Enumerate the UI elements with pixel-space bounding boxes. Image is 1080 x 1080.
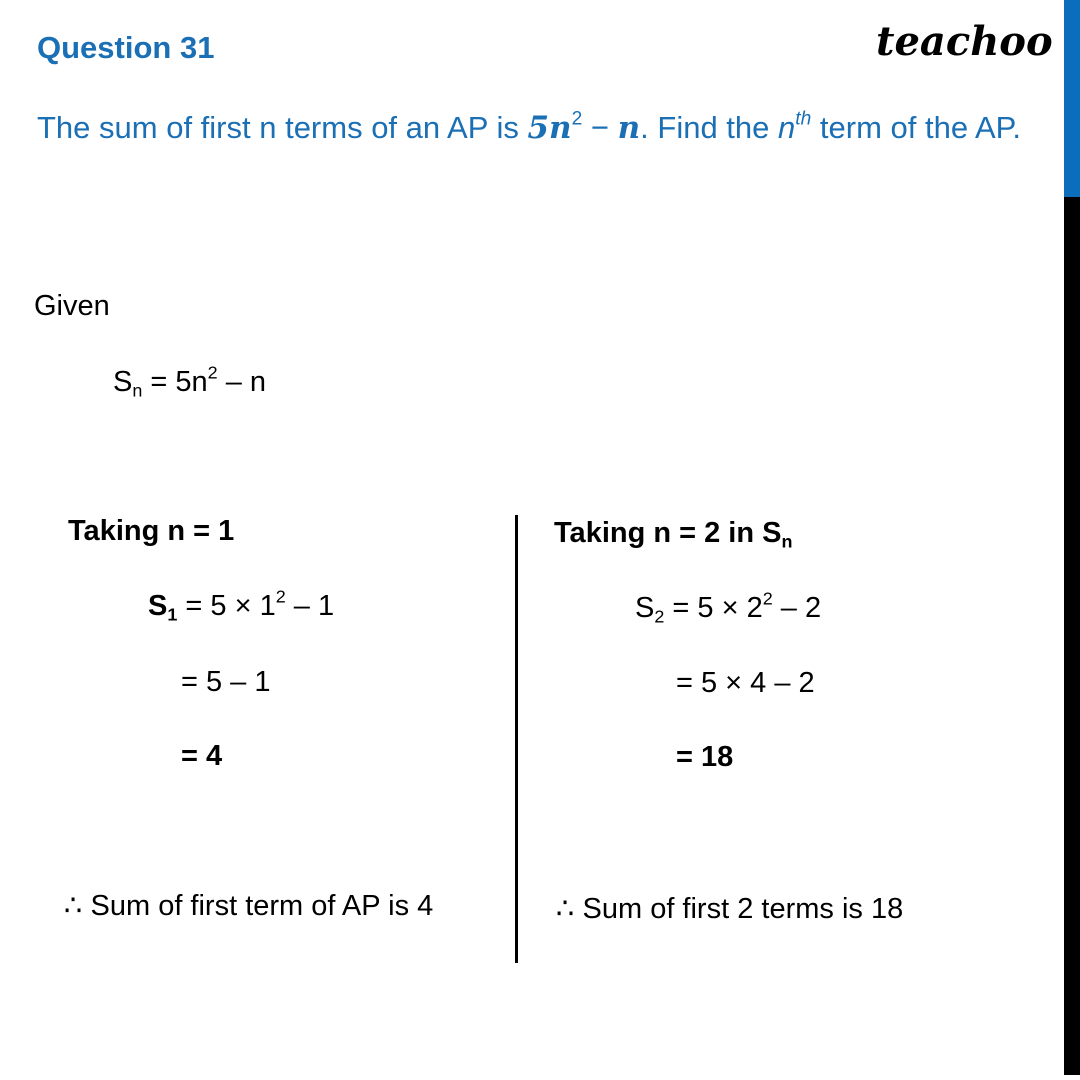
question-text [37,98,1047,158]
left-heading: Taking n = 1 [68,515,235,547]
s2-eq: = 5 × 2 [664,592,763,624]
s1-sub: 1 [167,604,178,625]
right-s2-line [635,588,822,627]
left-s1-line [148,586,335,625]
right-heading [554,517,792,550]
side-accent-bar [1064,0,1080,197]
s1-lhs: S [148,590,168,622]
expr-coef: 5 [527,110,550,146]
sn-rest: – n [217,366,267,398]
column-divider [515,515,518,963]
s1-rest: – 1 [285,590,335,622]
given-formula [113,362,267,401]
sn-eq: = 5n [142,366,208,398]
right-step2: = 5 × 4 – 2 [676,667,815,699]
s2-sub: 2 [654,606,665,627]
expr-var: n [549,110,572,146]
sn-sub: n [132,380,143,401]
given-label: Given [34,290,110,322]
teachoo-logo: teachoo [876,18,1053,65]
nth-sup: th [795,108,812,130]
s1-exp: 2 [275,586,286,607]
s1-eq: = 5 × 1 [177,590,276,622]
left-conclusion: ∴ Sum of first term of AP is 4 [64,890,434,922]
right-result: = 18 [676,741,734,773]
question-part2: . Find the [640,110,779,145]
right-heading-sub: n [781,531,793,552]
sn-exp: 2 [207,362,218,383]
right-conclusion: ∴ Sum of first 2 terms is 18 [556,893,904,925]
side-dark-bar [1064,197,1080,1075]
question-part1: The sum of first n terms of an AP is [37,110,528,145]
s2-lhs: S [635,592,655,624]
s2-exp: 2 [762,588,773,609]
question-part3: term of the AP. [811,110,1021,145]
s2-rest: – 2 [772,592,822,624]
nth-var: n [778,110,796,145]
left-step2: = 5 – 1 [181,666,271,698]
left-result: = 4 [181,740,223,772]
question-title: Question 31 [37,30,215,65]
expr-minus: − [582,110,618,145]
expr-var2: n [617,110,641,146]
sn-lhs: S [113,366,133,398]
expr-exp: 2 [571,108,583,130]
right-heading-text: Taking n = 2 in S [554,517,782,549]
